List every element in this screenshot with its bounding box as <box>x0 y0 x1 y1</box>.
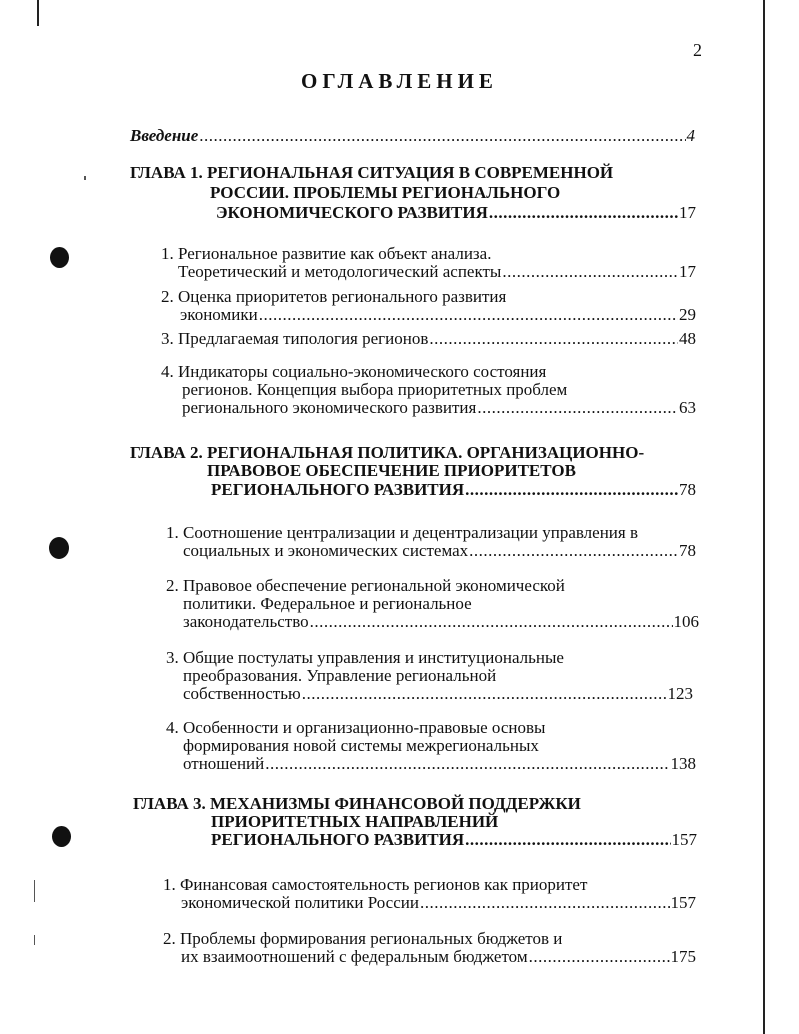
chapter-heading: ЭКОНОМИЧЕСКОГО РАЗВИТИЯ <box>216 203 488 222</box>
toc-entry-chapter-3[interactable] <box>211 830 697 849</box>
chapter-heading: ГЛАВА 1. РЕГИОНАЛЬНАЯ СИТУАЦИЯ В СОВРЕМЕННОЙ <box>130 163 614 182</box>
toc-page-number: 138 <box>670 754 696 773</box>
toc-page-number: 17 <box>679 203 696 222</box>
section-title: 4. Индикаторы социально-экономического состояния <box>161 362 547 381</box>
chapter-heading: ПРАВОВОЕ ОБЕСПЕЧЕНИЕ ПРИОРИТЕТОВ <box>207 461 576 480</box>
section-title: 2. Правовое обеспечение региональной экономической <box>166 576 565 595</box>
chapter-heading: ГЛАВА 2. РЕГИОНАЛЬНАЯ ПОЛИТИКА. ОРГАНИЗАЦИОННО- <box>130 443 645 462</box>
dot-leader <box>420 893 670 912</box>
dot-leader <box>302 684 667 703</box>
chapter-heading: ГЛАВА 3. МЕХАНИЗМЫ ФИНАНСОВОЙ ПОДДЕРЖКИ <box>133 794 581 813</box>
scan-mark <box>34 880 35 902</box>
scan-mark <box>34 935 35 945</box>
toc-page-number: 175 <box>670 947 696 966</box>
section-title: формирования новой системы межрегиональных <box>183 736 539 755</box>
section-title: политики. Федеральное и региональное <box>183 594 472 613</box>
toc-entry-section[interactable] <box>161 329 696 348</box>
section-title: регионального экономического развития <box>182 398 477 417</box>
toc-entry-section[interactable] <box>182 398 696 417</box>
section-title: регионов. Концепция выбора приоритетных проблем <box>182 380 568 399</box>
dot-leader <box>465 830 670 849</box>
page-border-left <box>37 0 39 26</box>
toc-page-number: 157 <box>670 893 696 912</box>
toc-entry-section[interactable] <box>181 947 696 966</box>
dot-leader <box>199 126 685 145</box>
page-number: 2 <box>693 40 702 60</box>
toc-entry-section[interactable] <box>178 262 696 281</box>
toc-entry-label: Введение <box>130 126 199 145</box>
toc-page-number: 78 <box>679 541 696 560</box>
toc-page-number: 78 <box>679 480 696 499</box>
section-title: 3. Общие постулаты управления и институциональные <box>166 648 564 667</box>
toc-entry-section[interactable] <box>181 893 696 912</box>
toc-page-number: 157 <box>671 830 697 849</box>
toc-page-number: 123 <box>667 684 693 703</box>
toc-entry-section[interactable] <box>180 305 696 324</box>
chapter-heading: ПРИОРИТЕТНЫХ НАПРАВЛЕНИЙ <box>211 812 499 831</box>
section-title: 2. Оценка приоритетов регионального развития <box>161 287 507 306</box>
toc-page-number: 29 <box>679 305 696 324</box>
section-title: 4. Особенности и организационно-правовые основы <box>166 718 546 737</box>
dot-leader <box>502 262 678 281</box>
punch-hole-mark <box>50 247 69 268</box>
chapter-heading: РОССИИ. ПРОБЛЕМЫ РЕГИОНАЛЬНОГО <box>210 183 561 202</box>
section-title: 1. Региональное развитие как объект анализа. <box>161 244 492 263</box>
dot-leader <box>465 480 678 499</box>
scan-mark <box>84 176 86 180</box>
section-title: экономики <box>180 305 258 324</box>
dot-leader <box>429 329 678 348</box>
toc-page-number: 106 <box>673 612 699 631</box>
toc-page-number: 48 <box>679 329 696 348</box>
toc-page-number: 4 <box>686 126 695 145</box>
section-title: 1. Соотношение централизации и децентрализации управления в <box>166 523 638 542</box>
toc-entry-chapter-2[interactable] <box>211 480 696 499</box>
dot-leader <box>477 398 678 417</box>
punch-hole-mark <box>49 537 69 559</box>
section-title: экономической политики России <box>181 893 419 912</box>
toc-entry-section[interactable] <box>183 612 699 631</box>
chapter-heading: РЕГИОНАЛЬНОГО РАЗВИТИЯ <box>211 830 465 849</box>
page-title: ОГЛАВЛЕНИЕ <box>301 69 498 93</box>
toc-page-number: 17 <box>679 262 696 281</box>
punch-hole-mark <box>52 826 71 847</box>
section-title: отношений <box>183 754 265 773</box>
page-border-right <box>763 0 765 1034</box>
toc-entry-chapter-1[interactable] <box>216 203 696 222</box>
dot-leader <box>529 947 670 966</box>
section-title: 3. Предлагаемая типология регионов <box>161 329 429 348</box>
chapter-heading: РЕГИОНАЛЬНОГО РАЗВИТИЯ <box>211 480 465 499</box>
section-title: 2. Проблемы формирования региональных бюджетов и <box>163 929 563 948</box>
section-title: 1. Финансовая самостоятельность регионов как приоритет <box>163 875 588 894</box>
section-title: собственностью <box>183 684 301 703</box>
dot-leader <box>310 612 673 631</box>
section-title: законодательство <box>183 612 309 631</box>
section-title: социальных и экономических системах <box>183 541 469 560</box>
toc-entry-section[interactable] <box>183 754 696 773</box>
section-title: преобразования. Управление региональной <box>183 666 497 685</box>
toc-entry-section[interactable] <box>183 684 693 703</box>
dot-leader <box>265 754 669 773</box>
toc-entry-section[interactable] <box>183 541 696 560</box>
dot-leader <box>489 203 678 222</box>
dot-leader <box>259 305 678 324</box>
toc-page-number: 63 <box>679 398 696 417</box>
section-title: Теоретический и методологический аспекты <box>178 262 502 281</box>
section-title: их взаимоотношений с федеральным бюджетом <box>181 947 528 966</box>
toc-entry-intro[interactable] <box>130 126 695 145</box>
dot-leader <box>469 541 678 560</box>
